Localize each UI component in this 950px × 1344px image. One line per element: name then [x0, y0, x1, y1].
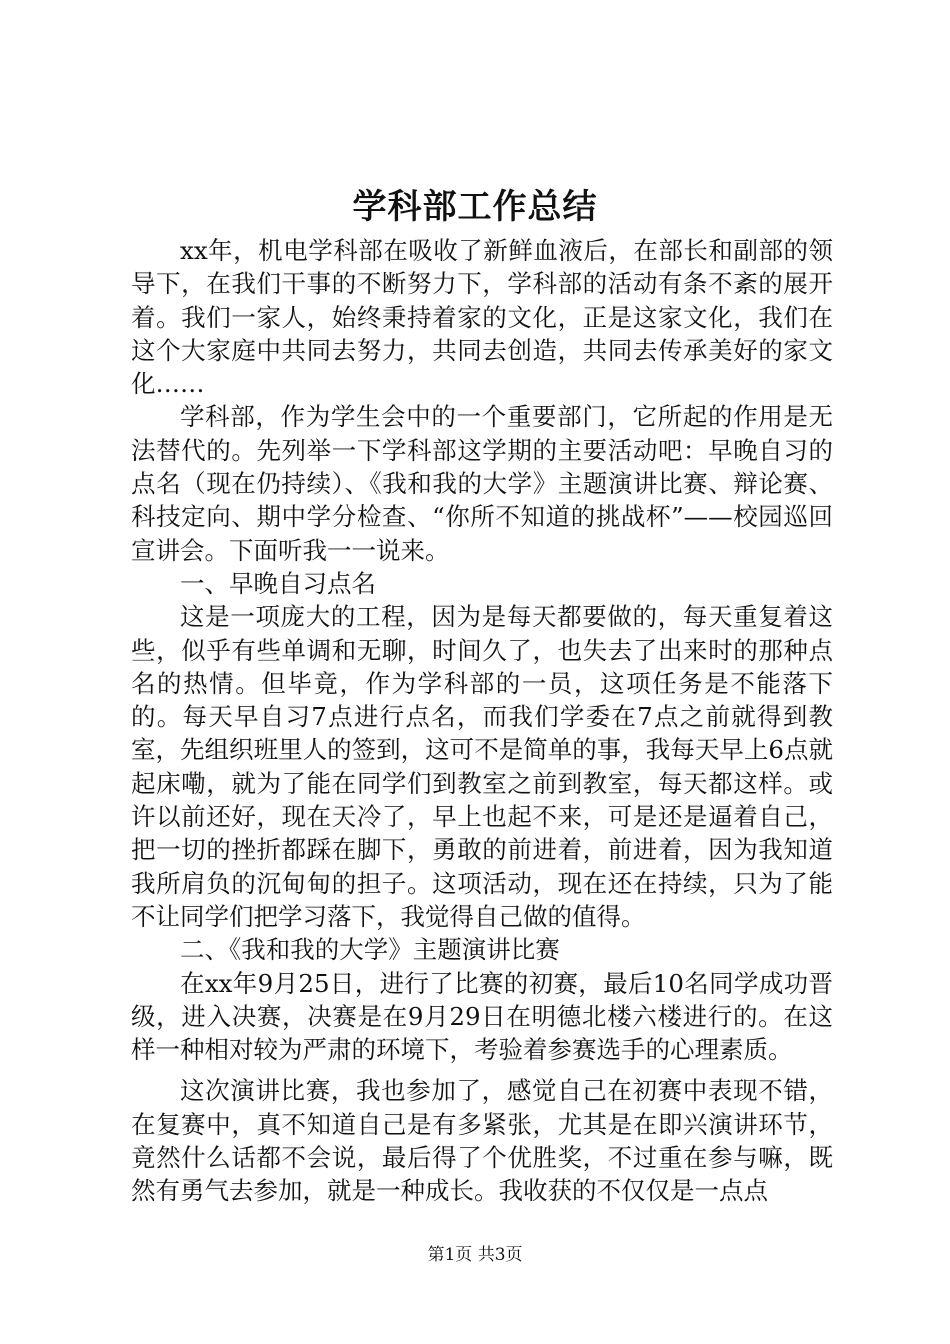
document-title: 学科部工作总结 — [352, 187, 598, 227]
paragraph-speech-contest: 在xx年9月25日，进行了比赛的初赛，最后10名同学成功晋级，进入决赛，决赛是在9月29日在明德北楼六楼进行的。在这样一种相对较为严肃的环境下，考验着参赛选手的心理素质。 — [131, 968, 833, 1065]
document-body — [131, 234, 833, 1208]
paragraph-overview: 学科部，作为学生会中的一个重要部门，它所起的作用是无法替代的。先列举一下学科部这学期的主要活动吧：早晚自习的点名（现在仍持续）、《我和我的大学》主题演讲比赛、辩论赛、科技定向、期中学分检查、“你所不知道的挑战杯”——校园巡回宣讲会。下面听我一一说来。 — [131, 402, 833, 565]
paragraph-speech-reflection: 这次演讲比赛，我也参加了，感觉自己在初赛中表现不错，在复赛中，真不知道自己是有多紧张，尤其是在即兴演讲环节，竟然什么话都不会说，最后得了个优胜奖，不过重在参与嘛，既然有勇气去参加，就是一种成长。我收获的不仅仅是一点点 — [131, 1076, 833, 1206]
paragraph-intro: xx年，机电学科部在吸收了新鲜血液后，在部长和副部的领导下，在我们干事的不断努力下，学科部的活动有条不紊的展开着。我们一家人，始终秉持着家的文化，正是这家文化，我们在这个大家庭中共同去努力，共同去创造，共同去传承美好的家文化…… — [131, 236, 833, 399]
page-footer: 第1页 共3页 — [427, 1245, 523, 1265]
section-heading-speech-contest: 二、《我和我的大学》主题演讲比赛 — [180, 935, 560, 965]
paragraph-roll-call: 这是一项庞大的工程，因为是每天都要做的，每天重复着这些，似乎有些单调和无聊，时间久了，也失去了出来时的那种点名的热情。但毕竟，作为学科部的一员，这项任务是不能落下的。每天早自习7点进行点名，而我们学委在7点之前就得到教室，先组织班里人的签到，这可不是简单的事，我每天早上6点就起床嘞，就为了能在同学们到教室之前到教室，每天都这样。或许以前还好，现在天冷了，早上也起不来，可是还是逼着自己，把一切的挫折都踩在脚下，勇敢的前进着，前进着，因为我知道我所肩负的沉甸甸的担子。这项活动，现在还在持续，只为了能不让同学们把学习落下，我觉得自己做的值得。 — [131, 602, 833, 931]
section-heading-roll-call: 一、早晚自习点名 — [180, 568, 376, 598]
